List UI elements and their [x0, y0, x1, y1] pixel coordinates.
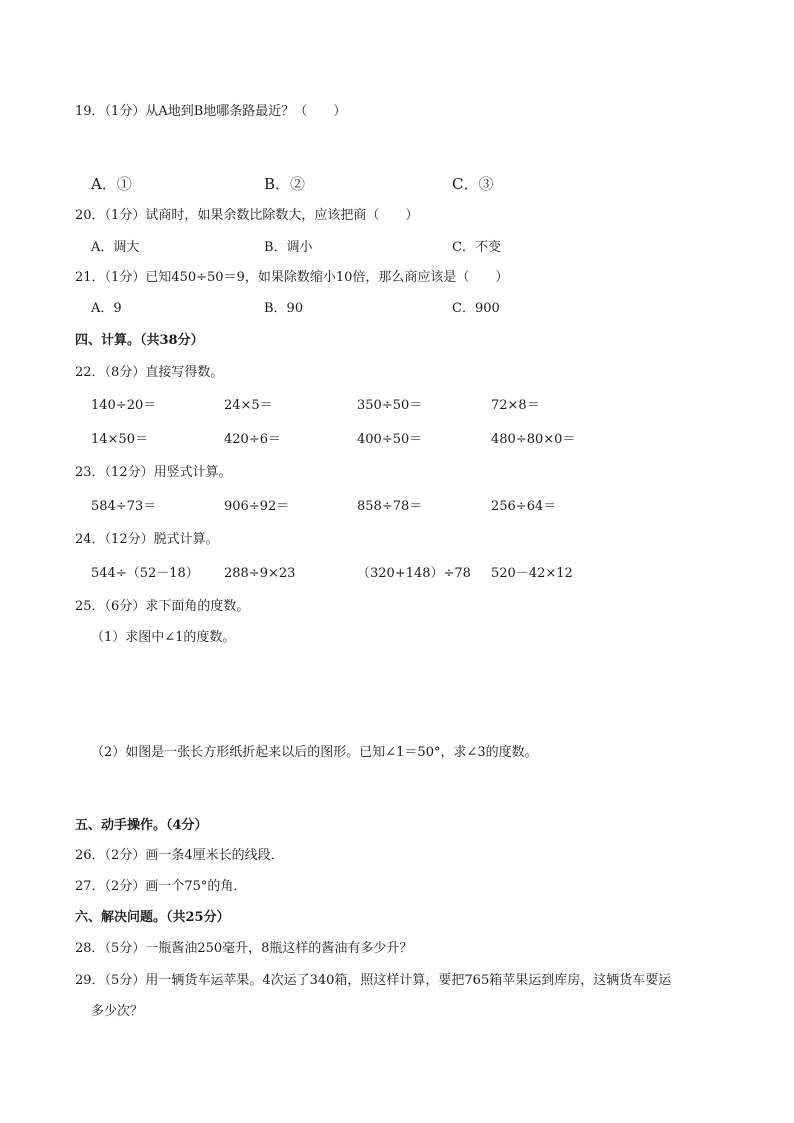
- q19-option-a[interactable]: A．①: [91, 175, 132, 193]
- q24-stem: 24．（12分）脱式计算。: [75, 532, 219, 547]
- q26-stem: 26．（2分）画一条4厘米长的线段．: [75, 848, 284, 863]
- q29-stem-line-1: 29．（5分）用一辆货车运苹果。4次运了340箱，照这样计算，要把765箱苹果运到库房，这辆货车要运: [75, 973, 672, 988]
- q20-stem: 20．（1分）试商时，如果余数比除数大，应该把商（ ）: [75, 208, 419, 223]
- q23-item: 858÷78＝: [357, 499, 423, 514]
- q21-stem: 21．（1分）已知450÷50＝9，如果除数缩小10倍，那么商应该是（ ）: [75, 270, 509, 285]
- q20-option-a[interactable]: A．调大: [91, 240, 140, 255]
- q24-item: （320+148）÷78: [357, 566, 471, 581]
- q19-stem: 19．（1分）从A地到B地哪条路最近？（ ）: [75, 104, 347, 119]
- q25-part-2: （2）如图是一张长方形纸折起来以后的图形。已知∠1＝50°，求∠3的度数。: [91, 745, 538, 760]
- q19-option-b[interactable]: B．②: [264, 175, 306, 193]
- q21-option-b[interactable]: B．90: [264, 301, 304, 316]
- q23-item: 906÷92＝: [224, 499, 290, 514]
- q28-stem: 28．（5分）一瓶酱油250毫升，8瓶这样的酱油有多少升？: [75, 941, 413, 956]
- q24-item: 544÷（52－18）: [91, 566, 199, 581]
- q22-item: 400÷50＝: [357, 432, 423, 447]
- q21-option-a[interactable]: A．9: [91, 301, 122, 316]
- q20-option-c[interactable]: C．不变: [452, 240, 501, 255]
- q22-item: 350÷50＝: [357, 398, 423, 413]
- q22-item: 140÷20＝: [91, 398, 157, 413]
- section-6-title: 六、解决问题。（共25分）: [75, 910, 230, 925]
- q29-stem-line-2: 多少次？: [91, 1004, 144, 1019]
- q23-item: 256÷64＝: [491, 499, 557, 514]
- q22-stem: 22．（8分）直接写得数。: [75, 365, 224, 380]
- q24-item: 288÷9×23: [224, 566, 296, 581]
- q22-item: 420÷6＝: [224, 432, 281, 447]
- q25-part-1: （1）求图中∠1的度数。: [91, 630, 236, 645]
- q21-option-c[interactable]: C．900: [452, 301, 500, 316]
- q22-item: 24×5＝: [224, 398, 273, 413]
- q23-stem: 23．（12分）用竖式计算。: [75, 465, 232, 480]
- q22-item: 14×50＝: [91, 432, 148, 447]
- q27-stem: 27．（2分）画一个75°的角．: [75, 879, 247, 894]
- q20-option-b[interactable]: B．调小: [264, 240, 313, 255]
- q22-item: 480÷80×0＝: [491, 432, 576, 447]
- section-4-title: 四、计算。（共38分）: [75, 333, 204, 348]
- q24-item: 520－42×12: [491, 566, 573, 581]
- section-5-title: 五、动手操作。（4分）: [75, 818, 208, 833]
- q22-item: 72×8＝: [491, 398, 540, 413]
- q19-option-c[interactable]: C．③: [452, 175, 494, 193]
- q23-item: 584÷73＝: [91, 499, 157, 514]
- q25-stem: 25．（6分）求下面角的度数。: [75, 599, 250, 614]
